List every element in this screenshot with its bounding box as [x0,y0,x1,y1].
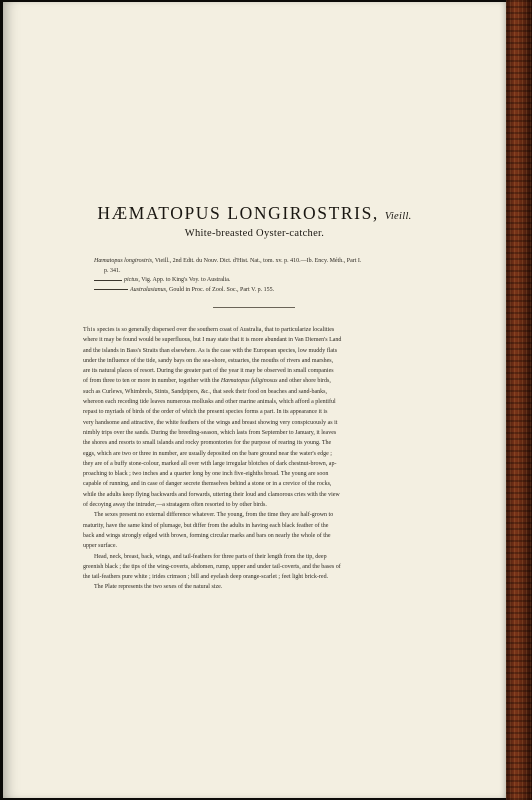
text-line: back and wings strongly edged with brown, forming circular marks and bars on nearly the whole of the [83,532,331,539]
text-line: upper surface. [83,543,117,550]
synonymy-block [94,257,451,296]
species-title [3,203,506,224]
book-page [3,2,506,798]
text-line: This species is so generally dispersed over the southern coast of Australia, that to particularize localities [83,327,335,333]
text-line: they are of a buffy stone-colour, marked all over with large irregular blotches of dark chestnut-brown, ap- [83,460,337,467]
text-line: proaching to black ; two inches and a quarter long by one inch five-eighths broad. The young are soon [83,471,329,478]
text-line: very handsome and attractive, the white feathers of the wings and breast showing very conspicuously as it [83,419,338,426]
text-line: are its natural places of resort. During the greater part of the year it may be observed in small companies [83,368,334,375]
text-line: under the influence of the tide, sandy bays on the sea-shore, estuaries, the mouths of rivers and marshes, [83,357,334,364]
text-line: of decoying away the intruder,—a stratagem often resorted to by other birds. [83,502,267,509]
book-spine-binding [506,0,532,800]
ditto-dash [94,280,122,281]
text-line: the shores and resorts to small islands and rocky promontories for the purpose of rearing its young. The [83,440,332,447]
text-line: where it may be found would be superfluous, but I may state that it is more abundant in Van Diemen's Land [83,337,342,344]
text-line: maturity, have the same kind of plumage, but differ from the adults in having each black feather of the [83,522,329,529]
text-line: The Plate represents the two sexes of the natural size. [94,584,223,591]
text-line: whereon each receding tide leaves numerous mollusks and other marine animals, which afford a plentiful [83,399,336,406]
species-name: HÆMATOPUS LONGIROSTRIS, [97,203,379,223]
body-text [83,325,459,593]
text-line: the tail-feathers pure white ; irides crimson ; bill and eyelash deep orange-scarlet ; feet light brick-red. [83,574,329,581]
text-line: greenish black ; the tips of the wing-coverts, abdomen, rump, upper and under tail-coverts, and the bases of [83,563,341,570]
text-line: eggs, which are two or three in number, are usually deposited on the bare ground near the water's edge ; [83,450,332,457]
text-line: while the adults keep flying backwards and forwards, uttering their loud and clamorous cries with the view [83,491,340,498]
text-line: nimbly trips over the sands. During the breeding-season, which lasts from September to January, it leaves [83,429,337,436]
text-line: such as Curlews, Whimbrels, Stints, Sandpipers, &c., that seek their food on beaches and sand-banks, [83,388,328,395]
synonym-line: pictus, Vig. App. to King's Voy. to Australia. [94,276,451,286]
section-divider [213,307,295,308]
ditto-dash [94,289,128,290]
synonym-line: Australasianus, Gould in Proc. of Zool. Soc., Part V. p. 155. [94,286,451,296]
synonym-line: p. 341. [104,267,121,274]
text-line: and the islands in Bass's Straits than elsewhere. As is the case with the European species, low muddy flats [83,347,338,354]
text-line: of from three to ten or more in number, together with the Hæmatopus fuliginosus and other shore birds, [83,378,331,385]
common-name: White-breasted Oyster-catcher. [184,228,325,239]
text-line: Head, neck, breast, back, wings, and tail-feathers for three parts of their length from the tip, deep [94,553,327,560]
text-line: repast to myriads of birds of the order of which the present species forms a part. In its appearance it is [83,409,328,416]
synonym-line: Hæmatopus longirostris, Vieill., 2nd Edit. du Nouv. Dict. d'Hist. Nat., tom. xv. p. 410.—Ib. Ency. Méth., Part I. [94,258,362,264]
text-line: The sexes present no external difference whatever. The young, from the time they are half-grown to [94,512,334,519]
text-line: capable of running, and in case of danger secrete themselves behind a stone or in a crevice of the rocks, [83,481,332,488]
species-authority: Vieill. [384,211,412,222]
